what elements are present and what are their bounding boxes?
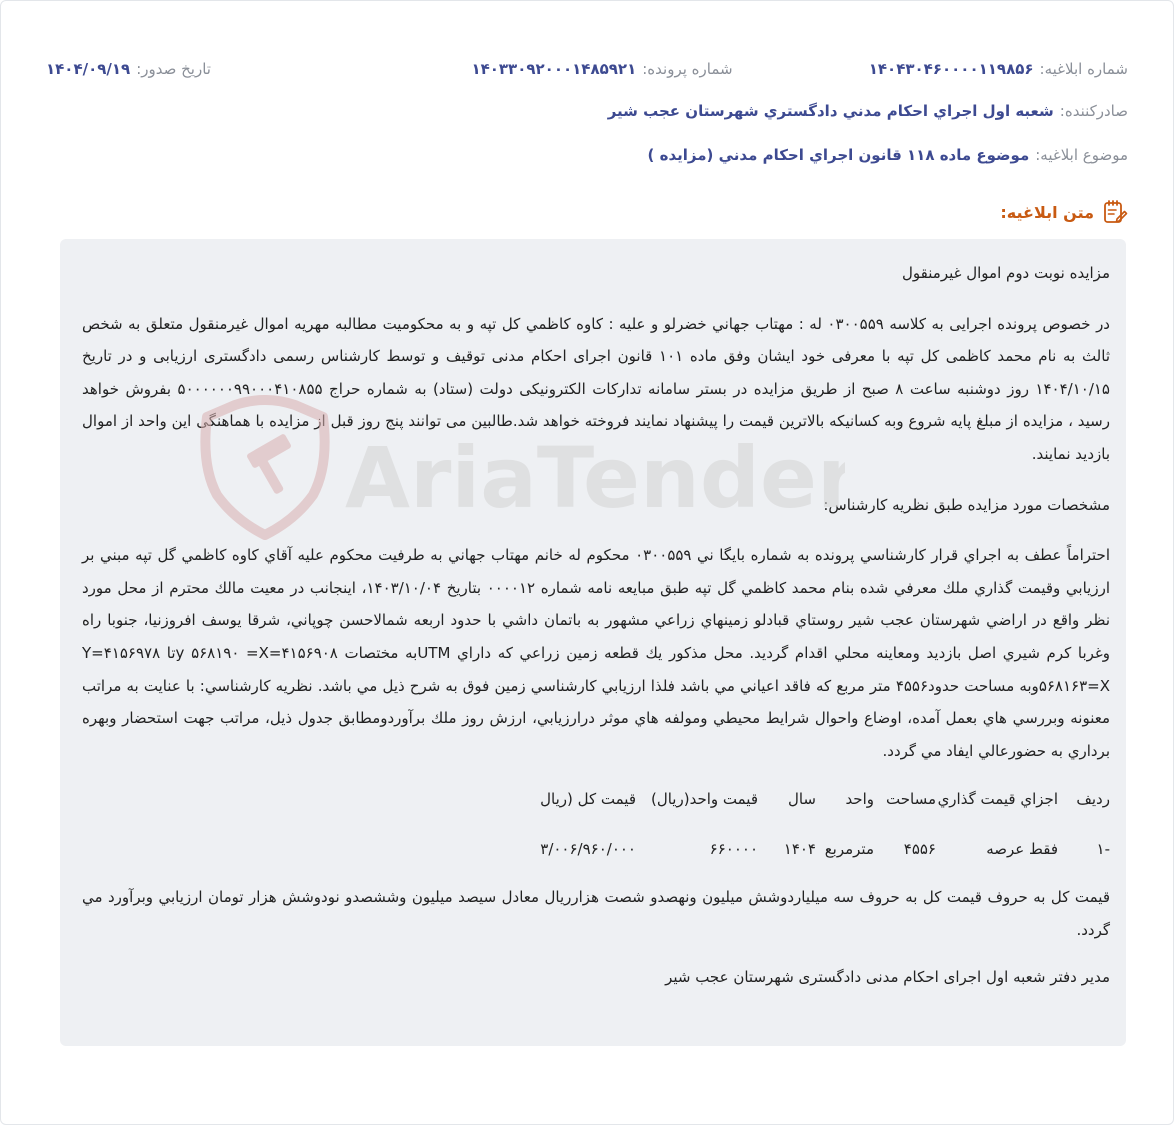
issuer-value: شعبه اول اجراي احكام مدني دادگستري شهرستان عجب شير [607,102,1054,120]
signature-line: مدير دفتر شعبه اول اجرای احکام مدنی دادگستری شهرستان عجب شير [665,967,1110,986]
expert-heading: مشخصات مورد مزايده طبق نظريه کارشناس: [823,495,1110,514]
subject-value: موضوع ماده ۱۱۸ قانون اجراي احكام مدني (مزايده ) [647,146,1030,164]
cell-unit-price: ۶۶۰۰۰۰ [709,840,758,859]
subject-row [46,141,1128,169]
cell-unit: مترمربع [824,840,874,859]
case-number [412,60,792,78]
col-unit-price: قيمت واحد(ريال) [650,790,758,809]
svg-text:AriaTender.net: AriaTender [345,429,845,527]
subject-label: موضوع ابلاغيه: [1035,146,1128,164]
price-in-words: قيمت كل به حروف قيمت كل به حروف سه ميلياردوشش ميليون ونهصدو شصت هزارريال معادل سيصد ميليون وششصدو نودوشش هزار تومان ارزيابي وبرآورد مي گردد. [82,888,1110,939]
issue-date-value: ۱۴۰۴/۰۹/۱۹ [46,60,131,78]
case-number-label: شماره پرونده: [642,60,733,78]
valuation-table-header [82,781,1110,817]
valuation-table-row [82,831,1110,867]
case-number-value: ۱۴۰۳۳۰۹۲۰۰۰۱۴۸۵۹۲۱ [471,60,637,78]
issue-date [46,60,376,78]
cell-total: ۳/۰۰۶/۹۶۰/۰۰۰ [540,840,636,859]
cell-area: ۴۵۵۶ [903,840,936,859]
notice-number-value: ۱۴۰۴۳۰۴۶۰۰۰۰۱۱۹۸۵۶ [868,60,1034,78]
issuer-label: صادرکننده: [1059,102,1128,120]
col-unit: واحد [845,790,874,809]
col-radif: رديف [1076,790,1110,809]
cell-radif: -۱ [1096,840,1110,859]
cell-item: فقط عرصه [986,840,1058,859]
expert-paragraph: احتراماً عطف به اجراي قرار كارشناسي پرونده به شماره بايگا ني ۰۳۰۰۵۵۹ محكوم له خانم مهتاب جهاني به طرفيت محكوم عليه آقاي كاوه كاظمي گل تپه مبني بر ارزيابي وقيمت گذاري ملك معرفي شده بنام محمد كاظمي گل تپه طبق مبايعه نامه شماره ۰۰۰۰۱۲ بتاريخ ۱۴۰۳/۱۰/۰۴، اينجانب در معيت مالك محترم از محل مورد نظر واقع در اراضي شهرستان عجب شير روستاي قبادلو زمينهاي زراعي مشهور به باتمان داشي با حدود اربعه شمالاحسن چوپاني، شرقا يوسف افروزنيا، جنوبا راه وغربا كرم شيري اصل بازديد ومعاينه محلي اقدام گرديد. محل مذكور يك قطعه زمين زراعي كه داراي UTMبه مختصات ۴۱۵۶۹۰۸=y ۵۶۸۱۹۰ =Xتا ۴۱۵۶۹۷۸=Y ۵۶۸۱۶۳=Xوبه مساحت حدود۴۵۵۶ متر مربع كه فاقد اعياني مي باشد فلذا ارزيابي كارشناسي زمين فوق به شرح ذيل مي باشد. نظريه كارشناسي: با عنايت به مراتب معنونه وبررسي هاي بعمل آمده، اوضاع واحوال شرايط محيطي ومولفه هاي موثر درارزيابي، ارزش روز ملك برآوردومطابق جدول ذيل، مراتب جهت استحضار وبهره برداري به حضورعالي ايفاد مي گردد. [82,546,1111,760]
notice-text-title [1000,199,1128,225]
notice-number-label: شماره ابلاغيه: [1039,60,1128,78]
issue-date-label: تاريخ صدور: [136,60,211,78]
notice-text-box [60,239,1126,1046]
notice-meta-row [46,55,1128,83]
cell-year: ۱۴۰۴ [783,840,816,859]
col-year: سال [787,790,816,809]
auction-heading: مزايده نوبت دوم اموال غيرمنقول [902,264,1110,282]
notice-text-title-label: متن ابلاغيه: [1000,202,1094,222]
notice-document-icon [1102,199,1128,225]
issuer-row [46,97,1128,125]
notice-number [828,60,1128,78]
col-item: اجزاي قيمت گذاري [937,790,1058,809]
col-total: قيمت كل (ريال [540,790,636,809]
col-area: مساحت [886,790,936,809]
auction-paragraph: در خصوص پرونده اجرایی به کلاسه ۰۳۰۰۵۵۹ له : مهتاب جهاني خضرلو و عليه : کاوه کاظمي کل تپه و به محکوميت مطالبه مهريه اموال غيرمنقول متعلق به شخص ثالث به نام محمد کاظمی کل تپه با معرفی خود ایشان وفق ماده ۱۰۱ قانون اجرای احکام مدنی توقیف و توسط کارشناس رسمی دادگستری ارزیابی و در تاریخ ۱۴۰۴/۱۰/۱۵ روز دوشنبه ساعت ۸ صبح از طریق مزایده در بستر سامانه تدارکات الکترونیکی دولت (ستاد) به شماره حراج ۵۰۰۰۰۰۰۹۹۰۰۰۴۱۰۸۵۵ بفروش خواهد رسید ، مزایده از مبلغ پایه شروع وبه کسانیکه بالاترین قیمت را پیشنهاد نمایند فروخته خواهد شد.طالبین می توانند پنج روز قبل از مزایده با هماهنگی این واحد از اموال بازدید نمایند. [82,314,1110,463]
